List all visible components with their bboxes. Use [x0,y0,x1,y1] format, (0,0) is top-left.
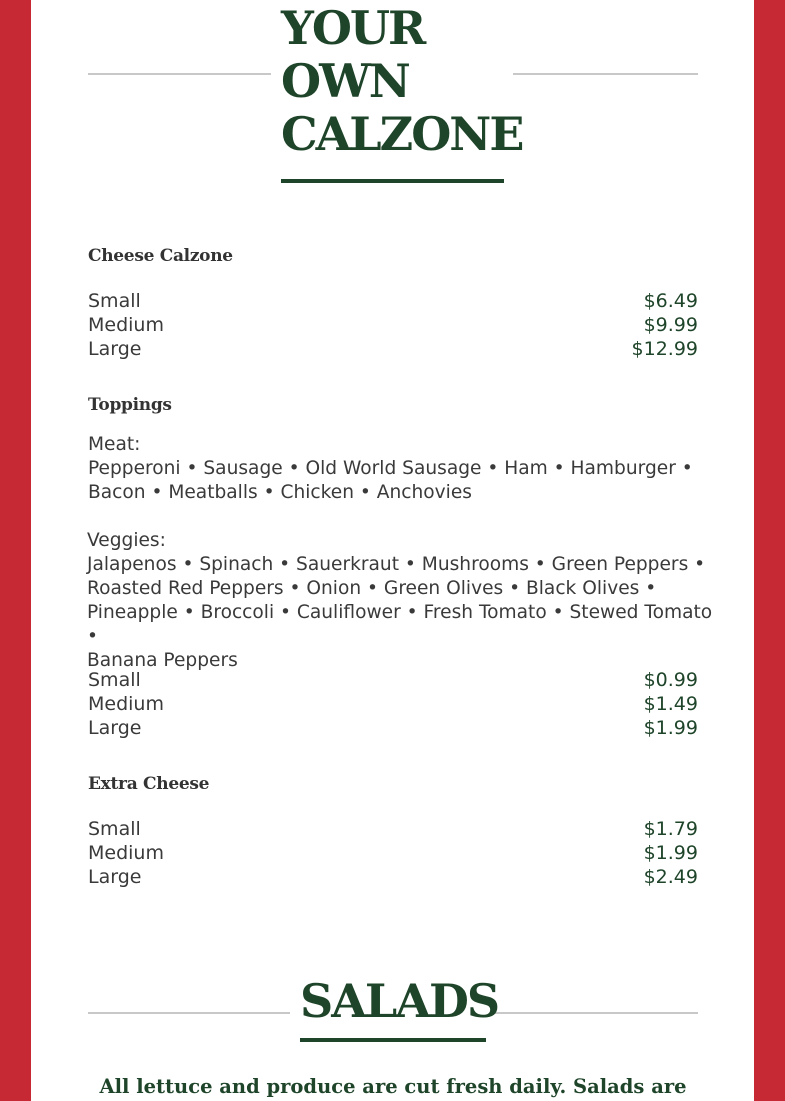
toppings-title: Toppings [88,395,172,415]
size-label: Small [88,818,141,840]
price-row [88,313,698,337]
menu-page [31,0,754,1101]
size-label: Medium [88,693,164,715]
calzone-title-line-1: YOUR [281,1,425,55]
price-row [88,716,698,740]
veggies-list-line: Pineapple • Broccoli • Cauliflower • Fresh Tomato • Stewed Tomato • [87,602,713,647]
price-value: $12.99 [631,338,698,360]
price-row [88,337,698,361]
cheese-calzone-prices [88,289,698,361]
price-row [88,865,698,889]
price-value: $1.79 [643,818,698,840]
price-row [88,289,698,313]
veggies-list-line: Banana Peppers [87,650,238,671]
extra-cheese-prices [88,817,698,889]
price-row [88,692,698,716]
price-value: $0.99 [643,669,698,691]
size-label: Large [88,338,142,360]
meat-list-line: Pepperoni • Sausage • Old World Sausage • Ham • Hamburger • [88,458,693,479]
size-label: Medium [88,314,164,336]
calzone-title-line-3: CALZONE [281,107,523,161]
veggies-list-line: Jalapenos • Spinach • Sauerkraut • Mushrooms • Green Peppers • [87,554,706,575]
calzone-title-line-2: OWN [281,54,409,108]
price-row [88,668,698,692]
heading-rule-left [88,73,271,75]
price-value: $1.99 [643,842,698,864]
veggies-label: Veggies: [87,530,166,551]
meat-label: Meat: [88,434,141,455]
meat-toppings [88,433,708,505]
price-value: $1.49 [643,693,698,715]
veggies-list-line: Roasted Red Peppers • Onion • Green Olives • Black Olives • [87,578,657,599]
size-label: Large [88,717,142,739]
heading-rule-right [495,1012,698,1014]
salads-title-underline [300,1038,486,1042]
price-row [88,817,698,841]
price-value: $6.49 [643,290,698,312]
salads-intro: All lettuce and produce are cut fresh daily. Salads are [99,1075,687,1098]
price-value: $2.49 [643,866,698,888]
price-value: $1.99 [643,717,698,739]
price-value: $9.99 [643,314,698,336]
cheese-calzone-title: Cheese Calzone [88,246,233,266]
calzone-title-underline [281,179,504,183]
size-label: Small [88,669,141,691]
salads-title: SALADS [300,974,499,1028]
heading-rule-left [88,1012,290,1014]
meat-list-line: Bacon • Meatballs • Chicken • Anchovies [88,482,472,503]
toppings-prices [88,668,698,740]
size-label: Medium [88,842,164,864]
price-row [88,841,698,865]
veggie-toppings [87,529,717,673]
size-label: Large [88,866,142,888]
extra-cheese-title: Extra Cheese [88,774,210,794]
heading-rule-right [513,73,698,75]
size-label: Small [88,290,141,312]
